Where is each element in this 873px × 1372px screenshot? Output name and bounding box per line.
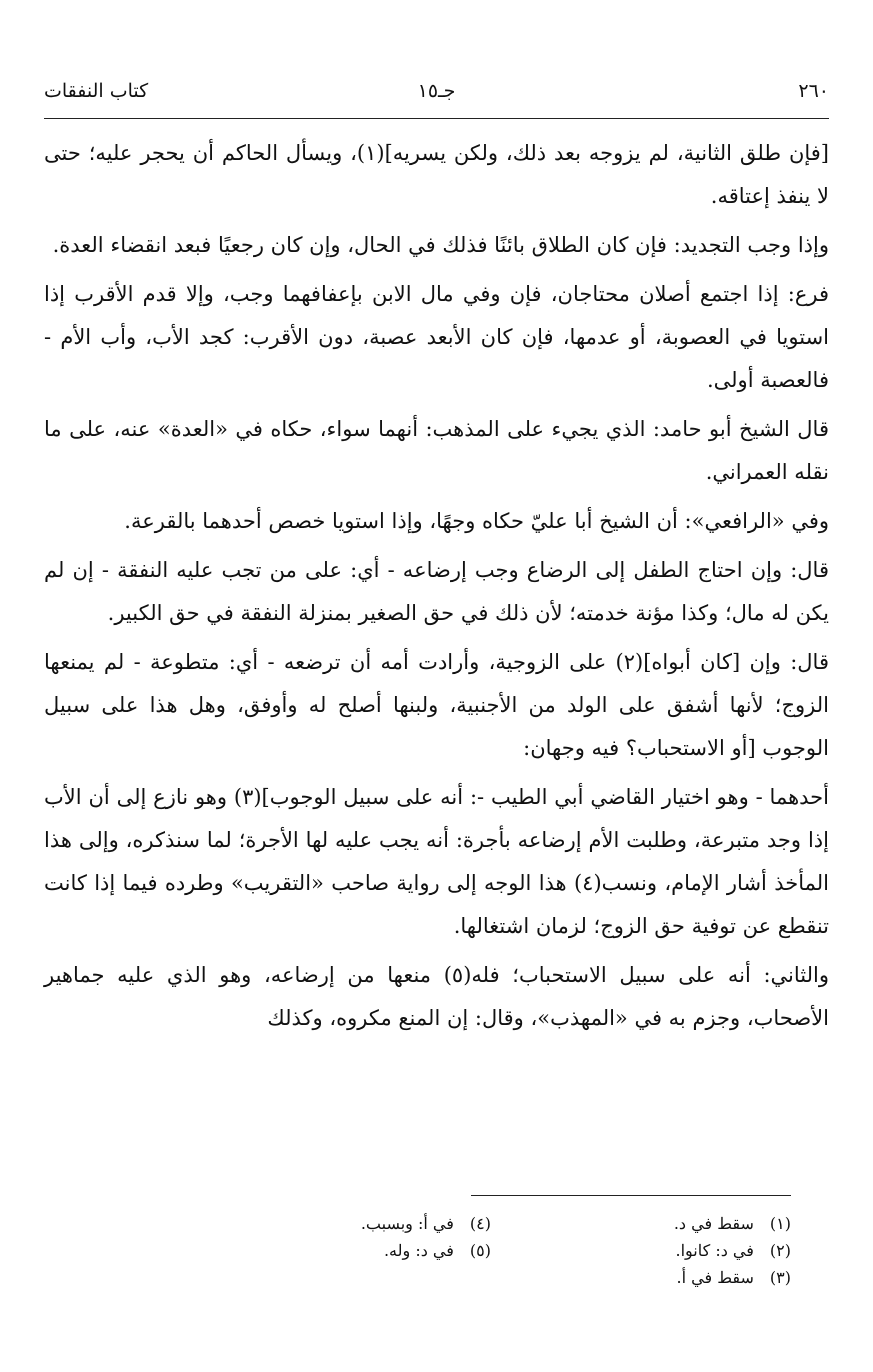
book-title: كتاب النفقات <box>44 80 149 102</box>
paragraph: [فإن طلق الثانية، لم يزوجه بعد ذلك، ولكن يسريه](١)، ويسأل الحاكم أن يحجر عليه؛ حتى لا ينفذ إعتاقه. <box>44 141 829 208</box>
footnote-column-right <box>531 1210 791 1291</box>
footnote-text: في د: وله. <box>383 1241 454 1260</box>
footnote-divider <box>471 1195 791 1196</box>
page-number: ٢٦٠ <box>798 80 829 102</box>
footnote-text: سقط في أ. <box>676 1268 754 1287</box>
main-text <box>44 132 829 1046</box>
footnote <box>231 1237 491 1264</box>
footnote <box>531 1210 791 1237</box>
volume-label: جـ١٥ <box>417 80 456 102</box>
paragraph: قال الشيخ أبو حامد: الذي يجيء على المذهب: أنهما سواء، حكاه في «العدة» عنه، على ما نقله العمراني. <box>44 417 829 484</box>
footnote <box>531 1237 791 1264</box>
paragraph: قال: وإن احتاج الطفل إلى الرضاع وجب إرضاعه - أي: على من تجب عليه النفقة - إن لم يكن له مال؛ وكذا مؤنة خدمته؛ لأن ذلك في حق الصغير بمنزلة النفقة في حق الكبير. <box>44 558 829 625</box>
paragraph: وفي «الرافعي»: أن الشيخ أبا عليّ حكاه وجهًا، وإذا استويا خصص أحدهما بالقرعة. <box>124 509 829 533</box>
footnote-text: في أ: وبسبب. <box>360 1214 454 1233</box>
page-header <box>44 74 829 110</box>
header-divider <box>44 118 829 119</box>
footnote <box>531 1264 791 1291</box>
footnote-number: (٥) <box>469 1241 491 1260</box>
footnote-number: (٢) <box>769 1241 791 1260</box>
footnote-number: (٤) <box>469 1214 491 1233</box>
footnote-text: في د: كانوا. <box>675 1241 754 1260</box>
paragraph: والثاني: أنه على سبيل الاستحباب؛ فله(٥) منعها من إرضاعه، وهو الذي عليه جماهير الأصحاب، وجزم به في «المهذب»، وقال: إن المنع مكروه، وكذلك <box>44 963 829 1030</box>
footnote-text: سقط في د. <box>673 1214 754 1233</box>
paragraph: فرع: إذا اجتمع أصلان محتاجان، فإن وفي مال الابن بإعفافهما وجب، وإلا قدم الأقرب إذا استويا في العصوبة، أو عدمها، فإن كان الأبعد عصبة، دون الأقرب: كجد الأب، وأب الأم - فالعصبة أولى. <box>44 282 829 392</box>
paragraph: قال: وإن [كان أبواه](٢) على الزوجية، وأرادت أمه أن ترضعه - أي: متطوعة - لم يمنعها الزوج؛ لأنها أشفق على الولد من الأجنبية، ولبنها أصلح له وأوفق، وهل هذا على سبيل الوجوب [أو الاستحباب؟ فيه وجهان: <box>44 650 829 760</box>
footnote <box>231 1210 491 1237</box>
footnote-column-left <box>231 1210 491 1264</box>
footnote-number: (١) <box>769 1214 791 1233</box>
paragraph: أحدهما - وهو اختيار القاضي أبي الطيب -: أنه على سبيل الوجوب](٣) وهو نازع إلى أن الأب إذا وجد متبرعة، وطلبت الأم إرضاعه بأجرة: أنه يجب عليه لها الأجرة؛ لما سنذكره، وإلى هذا المأخذ أشار الإمام، ونسب(٤) هذا الوجه إلى رواية صاحب «التقريب» وطرده فيما إذا كانت تنقطع عن توفية حق الزوج؛ لزمان اشتغالها. <box>44 785 829 938</box>
paragraph: وإذا وجب التجديد: فإن كان الطلاق بائنًا فذلك في الحال، وإن كان رجعيًا فبعد انقضاء العدة. <box>52 233 829 257</box>
footnote-number: (٣) <box>769 1268 791 1287</box>
